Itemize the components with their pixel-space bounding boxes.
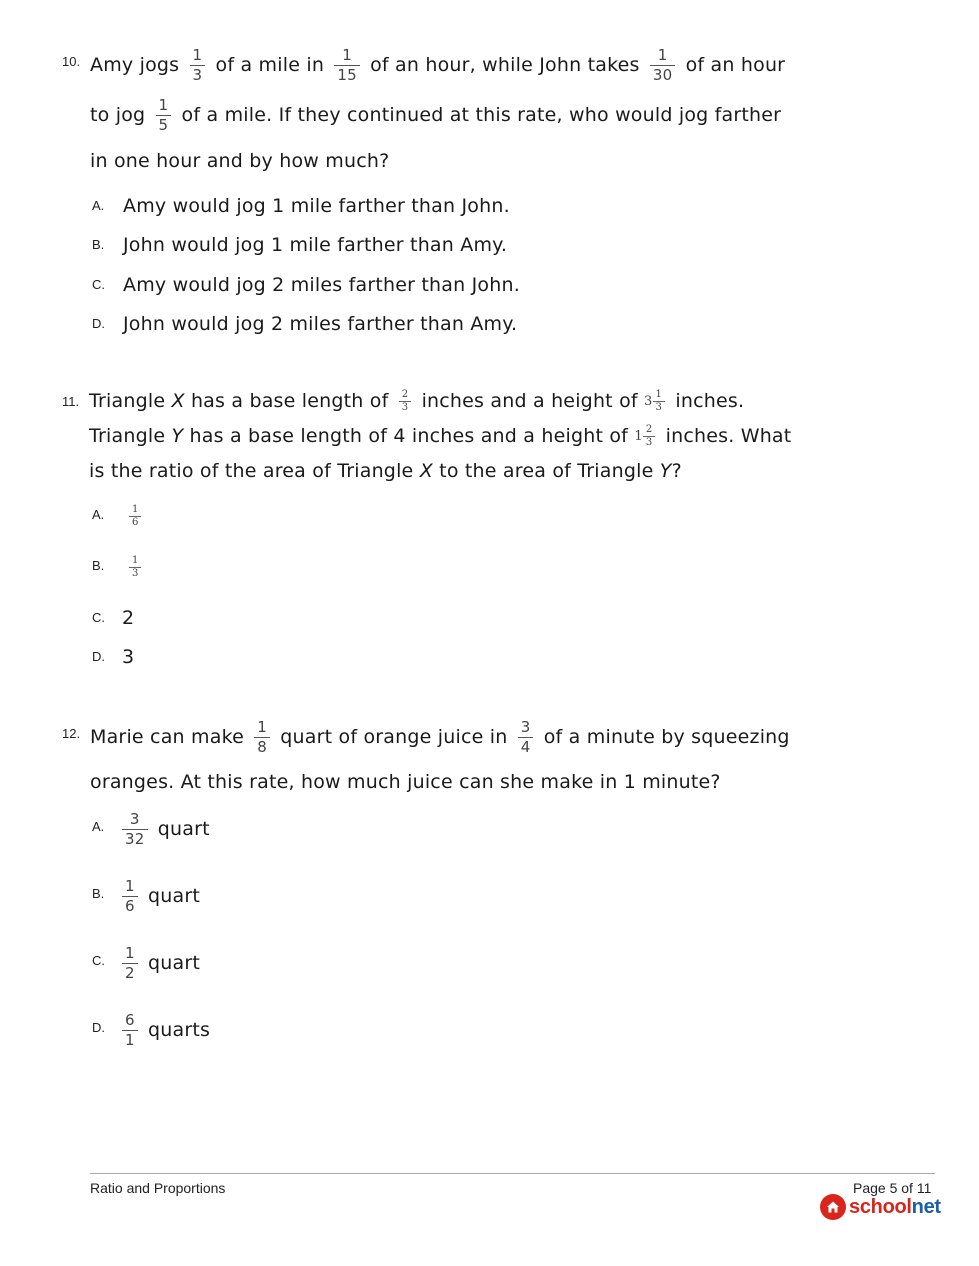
text: Triangle — [89, 425, 166, 447]
fraction: $\frac{2}{3}$ — [643, 425, 656, 448]
question-number: 10. — [62, 54, 81, 69]
logo-text: schoolnet — [849, 1195, 941, 1218]
fraction: $\frac{1}{3}$ — [190, 48, 206, 83]
fraction: $\frac{3}{4}$ — [518, 720, 534, 755]
text: has a base length of 4 inches and a height of — [189, 425, 629, 447]
option-letter: D. — [92, 1020, 105, 1035]
fraction: $\frac{1}{30}$ — [650, 48, 676, 83]
variable: Y — [659, 460, 672, 482]
option-letter: A. — [92, 507, 105, 522]
whole-number: 3 — [644, 394, 653, 409]
option-letter: D. — [92, 649, 105, 664]
whole-number: 1 — [634, 429, 643, 444]
text: Amy jogs — [90, 54, 180, 76]
variable: X — [171, 390, 185, 412]
text: of an hour — [685, 54, 786, 76]
option-d[interactable] — [122, 1013, 210, 1048]
fraction: $\frac{1}{6}$ — [129, 505, 141, 528]
option-letter: B. — [92, 886, 105, 901]
question-12-line-1 — [90, 720, 790, 755]
fraction: $\frac{3}{32}$ — [122, 812, 148, 847]
text: to jog — [90, 104, 146, 126]
fraction: $\frac{1}{8}$ — [254, 720, 270, 755]
option-d[interactable]: 3 — [122, 646, 135, 668]
text: Marie can make — [90, 726, 244, 748]
option-letter: C. — [92, 277, 105, 292]
question-11-line-1 — [89, 390, 744, 413]
house-icon — [820, 1194, 846, 1220]
option-b[interactable] — [125, 556, 145, 579]
text: quart of orange juice in — [280, 726, 508, 748]
question-number: 12. — [62, 726, 81, 741]
question-12-line-2: oranges. At this rate, how much juice can she make in 1 minute? — [90, 771, 721, 793]
option-letter: C. — [92, 953, 105, 968]
option-c[interactable]: Amy would jog 2 miles farther than John. — [123, 274, 520, 296]
footer-divider — [90, 1173, 935, 1174]
question-11-line-2 — [89, 425, 791, 448]
option-letter: B. — [92, 237, 105, 252]
question-10-line-2 — [90, 98, 781, 133]
fraction: $\frac{1}{15}$ — [334, 48, 360, 83]
option-letter: A. — [92, 198, 105, 213]
text: of an hour, while John takes — [370, 54, 640, 76]
fraction: $\frac{1}{6}$ — [122, 879, 138, 914]
option-d[interactable]: John would jog 2 miles farther than Amy. — [123, 313, 518, 335]
fraction: $\frac{6}{1}$ — [122, 1013, 138, 1048]
fraction: $\frac{1}{2}$ — [122, 946, 138, 981]
unit-label: quarts — [148, 1019, 211, 1041]
text: has a base length of — [190, 390, 389, 412]
page-number: Page 5 of 11 — [853, 1180, 932, 1196]
option-letter: B. — [92, 558, 105, 573]
option-letter: D. — [92, 316, 105, 331]
text: inches. What — [665, 425, 792, 447]
option-letter: C. — [92, 610, 105, 625]
text: ? — [671, 460, 682, 482]
fraction: $\frac{1}{3}$ — [653, 390, 666, 413]
unit-label: quart — [157, 818, 210, 840]
fraction: $\frac{1}{5}$ — [156, 98, 172, 133]
option-a[interactable] — [125, 505, 145, 528]
text: of a mile. If they continued at this rate, who would jog farther — [181, 104, 782, 126]
option-c[interactable]: 2 — [122, 607, 135, 629]
option-a[interactable]: Amy would jog 1 mile farther than John. — [123, 195, 510, 217]
footer-title: Ratio and Proportions — [90, 1180, 226, 1196]
text: of a minute by squeezing — [543, 726, 790, 748]
question-10-line-3: in one hour and by how much? — [90, 150, 390, 172]
question-10-line-1 — [90, 48, 785, 83]
text: to the area of Triangle — [439, 460, 654, 482]
variable: Y — [171, 425, 184, 447]
unit-label: quart — [148, 952, 201, 974]
fraction: $\frac{2}{3}$ — [399, 390, 412, 413]
option-a[interactable] — [122, 812, 210, 847]
question-11-line-3 — [89, 460, 682, 482]
text: of a mile in — [215, 54, 325, 76]
option-b[interactable]: John would jog 1 mile farther than Amy. — [123, 234, 508, 256]
text: is the ratio of the area of Triangle — [89, 460, 414, 482]
unit-label: quart — [148, 885, 201, 907]
schoolnet-logo — [820, 1194, 941, 1220]
variable: X — [419, 460, 433, 482]
option-c[interactable] — [122, 946, 200, 981]
question-number: 11. — [62, 394, 80, 409]
text: inches. — [675, 390, 745, 412]
text: inches and a height of — [421, 390, 638, 412]
option-b[interactable] — [122, 879, 200, 914]
option-letter: A. — [92, 819, 105, 834]
fraction: $\frac{1}{3}$ — [129, 556, 141, 579]
text: Triangle — [89, 390, 166, 412]
